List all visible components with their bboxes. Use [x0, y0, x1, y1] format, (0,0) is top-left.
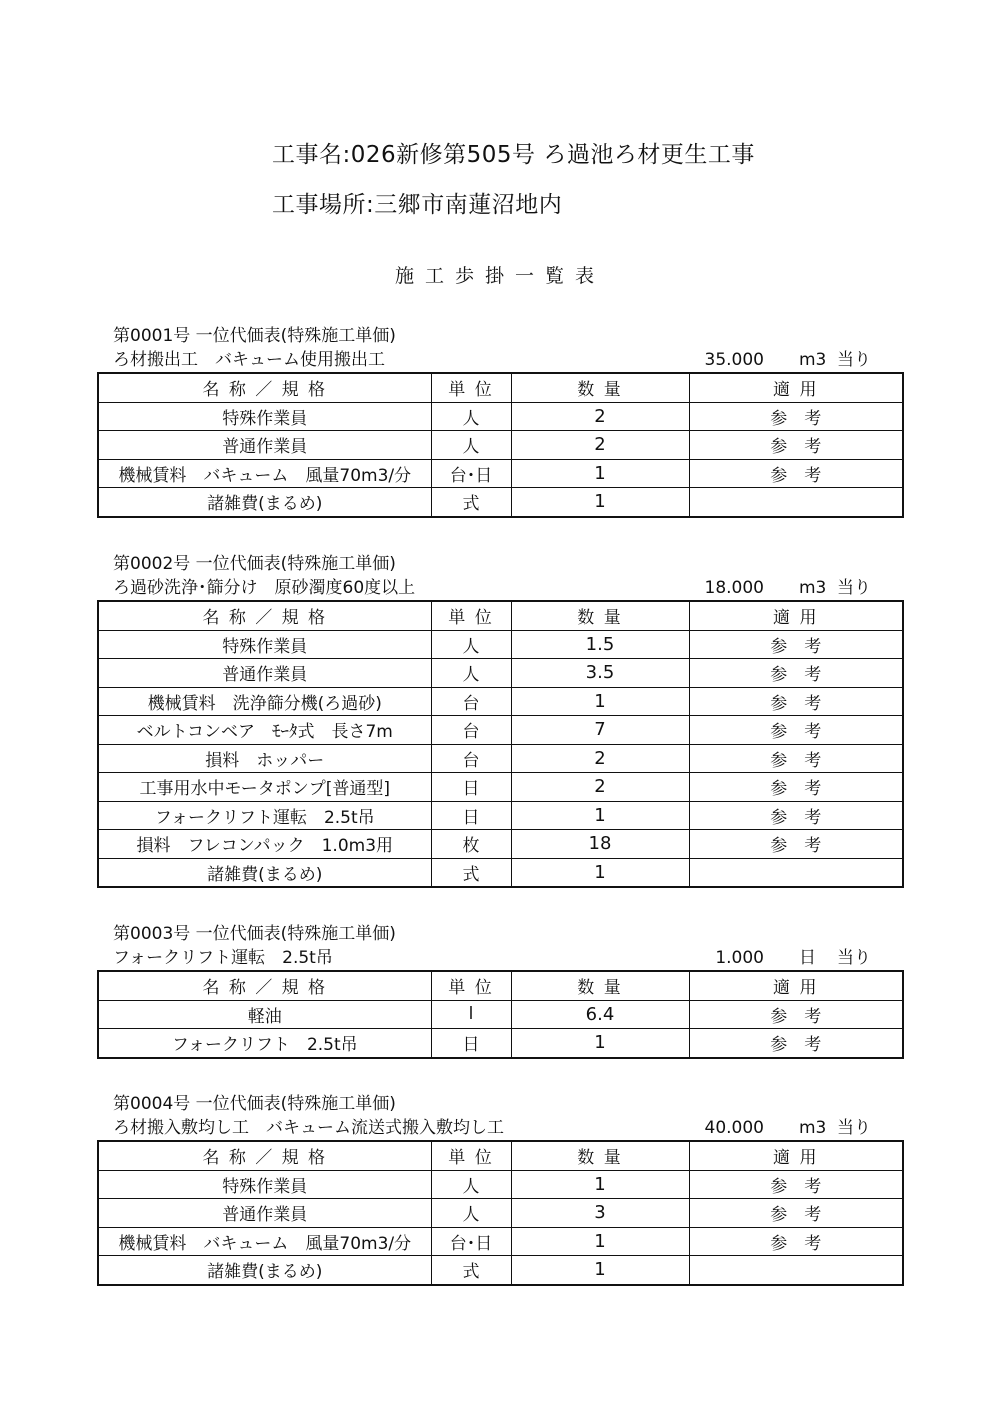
item-quantity: 6.4 — [511, 1000, 689, 1029]
section-unit: m3 — [799, 1118, 827, 1138]
item-quantity: 1 — [511, 801, 689, 830]
item-quantity: 3.5 — [511, 659, 689, 688]
section-quantity: 35.000 — [704, 350, 764, 370]
item-note: 参 考 — [689, 1029, 903, 1058]
section-description: ろ材搬入敷均し工 バキューム流送式搬入敷均し工 — [113, 1118, 504, 1138]
item-quantity: 2 — [511, 431, 689, 460]
column-header-name: 名 称 ／ 規 格 — [98, 601, 431, 630]
price-table — [97, 1140, 904, 1286]
item-note: 参 考 — [689, 1000, 903, 1029]
item-unit: l — [431, 1000, 511, 1029]
item-unit: 台･日 — [431, 1227, 511, 1256]
item-name: ベルトコンベア ﾓｰﾀ式 長さ7m — [98, 716, 431, 745]
table-header-row — [98, 971, 903, 1000]
table-row — [98, 659, 903, 688]
item-quantity: 1 — [511, 1227, 689, 1256]
project-location: 工事場所:三郷市南蓮沼地内 — [272, 192, 563, 218]
item-quantity: 1 — [511, 488, 689, 517]
table-row — [98, 431, 903, 460]
item-name: 特殊作業員 — [98, 1170, 431, 1199]
item-note — [689, 488, 903, 517]
section-per: 当り — [837, 578, 871, 598]
table-row — [98, 1000, 903, 1029]
item-note: 参 考 — [689, 459, 903, 488]
item-unit: 人 — [431, 1170, 511, 1199]
document-title: 施工歩掛一覧表 — [394, 265, 605, 287]
price-table — [97, 372, 904, 518]
item-quantity: 2 — [511, 744, 689, 773]
item-note: 参 考 — [689, 402, 903, 431]
item-note: 参 考 — [689, 773, 903, 802]
table-row — [98, 858, 903, 887]
table-row — [98, 716, 903, 745]
table-row — [98, 402, 903, 431]
table-row — [98, 1170, 903, 1199]
table-row — [98, 459, 903, 488]
item-name: 特殊作業員 — [98, 630, 431, 659]
column-header-quantity: 数 量 — [511, 601, 689, 630]
price-section — [97, 552, 902, 888]
table-row — [98, 1256, 903, 1285]
section-per: 当り — [837, 948, 871, 968]
table-row — [98, 744, 903, 773]
item-quantity: 3 — [511, 1199, 689, 1228]
table-header-row — [98, 601, 903, 630]
table-row — [98, 1227, 903, 1256]
item-quantity: 18 — [511, 830, 689, 859]
column-header-note: 適 用 — [689, 373, 903, 402]
project-name: 工事名:026新修第505号 ろ過池ろ材更生工事 — [272, 142, 755, 168]
item-unit: 台 — [431, 716, 511, 745]
item-quantity: 2 — [511, 402, 689, 431]
item-unit: 日 — [431, 773, 511, 802]
section-subheader — [97, 576, 902, 600]
section-subheader — [97, 1116, 902, 1140]
price-section — [97, 922, 902, 1059]
item-name: フォークリフト運転 2.5t吊 — [98, 801, 431, 830]
section-description: ろ過砂洗浄･篩分け 原砂濁度60度以上 — [113, 578, 416, 598]
table-row — [98, 1199, 903, 1228]
section-unit: m3 — [799, 578, 827, 598]
section-per: 当り — [837, 350, 871, 370]
column-header-name: 名 称 ／ 規 格 — [98, 1141, 431, 1170]
item-note: 参 考 — [689, 431, 903, 460]
item-unit: 人 — [431, 1199, 511, 1228]
item-note: 参 考 — [689, 744, 903, 773]
item-note: 参 考 — [689, 1199, 903, 1228]
table-header-row — [98, 373, 903, 402]
item-name: 工事用水中モータポンプ[普通型] — [98, 773, 431, 802]
item-note: 参 考 — [689, 630, 903, 659]
section-heading: 第0002号 一位代価表(特殊施工単価) — [113, 554, 396, 574]
column-header-name: 名 称 ／ 規 格 — [98, 971, 431, 1000]
item-name: 機械賃料 洗浄篩分機(ろ過砂) — [98, 687, 431, 716]
item-note: 参 考 — [689, 659, 903, 688]
table-row — [98, 773, 903, 802]
item-unit: 日 — [431, 1029, 511, 1058]
section-quantity: 40.000 — [704, 1118, 764, 1138]
column-header-quantity: 数 量 — [511, 373, 689, 402]
item-name: 損料 フレコンパック 1.0m3用 — [98, 830, 431, 859]
column-header-unit: 単 位 — [431, 601, 511, 630]
price-section — [97, 324, 902, 518]
item-note: 参 考 — [689, 1170, 903, 1199]
item-unit: 日 — [431, 801, 511, 830]
item-unit: 台･日 — [431, 459, 511, 488]
item-unit: 台 — [431, 744, 511, 773]
column-header-name: 名 称 ／ 規 格 — [98, 373, 431, 402]
section-unit: 日 — [799, 948, 816, 968]
section-quantity: 1.000 — [715, 948, 764, 968]
item-unit: 台 — [431, 687, 511, 716]
table-row — [98, 630, 903, 659]
item-name: 諸雑費(まるめ) — [98, 1256, 431, 1285]
item-name: 損料 ホッパー — [98, 744, 431, 773]
item-name: 諸雑費(まるめ) — [98, 488, 431, 517]
section-subheader — [97, 946, 902, 970]
section-description: ろ材搬出工 バキューム使用搬出工 — [113, 350, 385, 370]
price-table — [97, 600, 904, 888]
section-heading: 第0001号 一位代価表(特殊施工単価) — [113, 326, 396, 346]
item-note: 参 考 — [689, 801, 903, 830]
section-heading: 第0004号 一位代価表(特殊施工単価) — [113, 1094, 396, 1114]
item-quantity: 7 — [511, 716, 689, 745]
item-note — [689, 858, 903, 887]
item-note: 参 考 — [689, 830, 903, 859]
column-header-note: 適 用 — [689, 601, 903, 630]
column-header-quantity: 数 量 — [511, 1141, 689, 1170]
item-name: 諸雑費(まるめ) — [98, 858, 431, 887]
section-subheader — [97, 348, 902, 372]
item-name: 普通作業員 — [98, 1199, 431, 1228]
item-unit: 人 — [431, 402, 511, 431]
item-note: 参 考 — [689, 1227, 903, 1256]
table-row — [98, 488, 903, 517]
item-unit: 人 — [431, 431, 511, 460]
price-section — [97, 1092, 902, 1286]
item-note: 参 考 — [689, 687, 903, 716]
item-name: フォークリフト 2.5t吊 — [98, 1029, 431, 1058]
item-quantity: 1.5 — [511, 630, 689, 659]
section-per: 当り — [837, 1118, 871, 1138]
item-name: 機械賃料 バキューム 風量70m3/分 — [98, 1227, 431, 1256]
item-quantity: 1 — [511, 459, 689, 488]
section-description: フォークリフト運転 2.5t吊 — [113, 948, 333, 968]
item-quantity: 1 — [511, 1256, 689, 1285]
item-unit: 人 — [431, 659, 511, 688]
section-quantity: 18.000 — [704, 578, 764, 598]
table-row — [98, 1029, 903, 1058]
item-quantity: 1 — [511, 687, 689, 716]
item-name: 特殊作業員 — [98, 402, 431, 431]
column-header-unit: 単 位 — [431, 1141, 511, 1170]
item-name: 普通作業員 — [98, 659, 431, 688]
item-unit: 式 — [431, 858, 511, 887]
item-name: 普通作業員 — [98, 431, 431, 460]
item-unit: 枚 — [431, 830, 511, 859]
item-quantity: 1 — [511, 1029, 689, 1058]
item-unit: 式 — [431, 1256, 511, 1285]
item-unit: 式 — [431, 488, 511, 517]
item-quantity: 1 — [511, 1170, 689, 1199]
item-note — [689, 1256, 903, 1285]
section-heading: 第0003号 一位代価表(特殊施工単価) — [113, 924, 396, 944]
item-quantity: 1 — [511, 858, 689, 887]
column-header-unit: 単 位 — [431, 971, 511, 1000]
table-row — [98, 801, 903, 830]
table-header-row — [98, 1141, 903, 1170]
column-header-quantity: 数 量 — [511, 971, 689, 1000]
item-quantity: 2 — [511, 773, 689, 802]
item-unit: 人 — [431, 630, 511, 659]
item-note: 参 考 — [689, 716, 903, 745]
item-name: 軽油 — [98, 1000, 431, 1029]
column-header-note: 適 用 — [689, 971, 903, 1000]
column-header-unit: 単 位 — [431, 373, 511, 402]
table-row — [98, 830, 903, 859]
price-table — [97, 970, 904, 1059]
section-unit: m3 — [799, 350, 827, 370]
item-name: 機械賃料 バキューム 風量70m3/分 — [98, 459, 431, 488]
column-header-note: 適 用 — [689, 1141, 903, 1170]
table-row — [98, 687, 903, 716]
